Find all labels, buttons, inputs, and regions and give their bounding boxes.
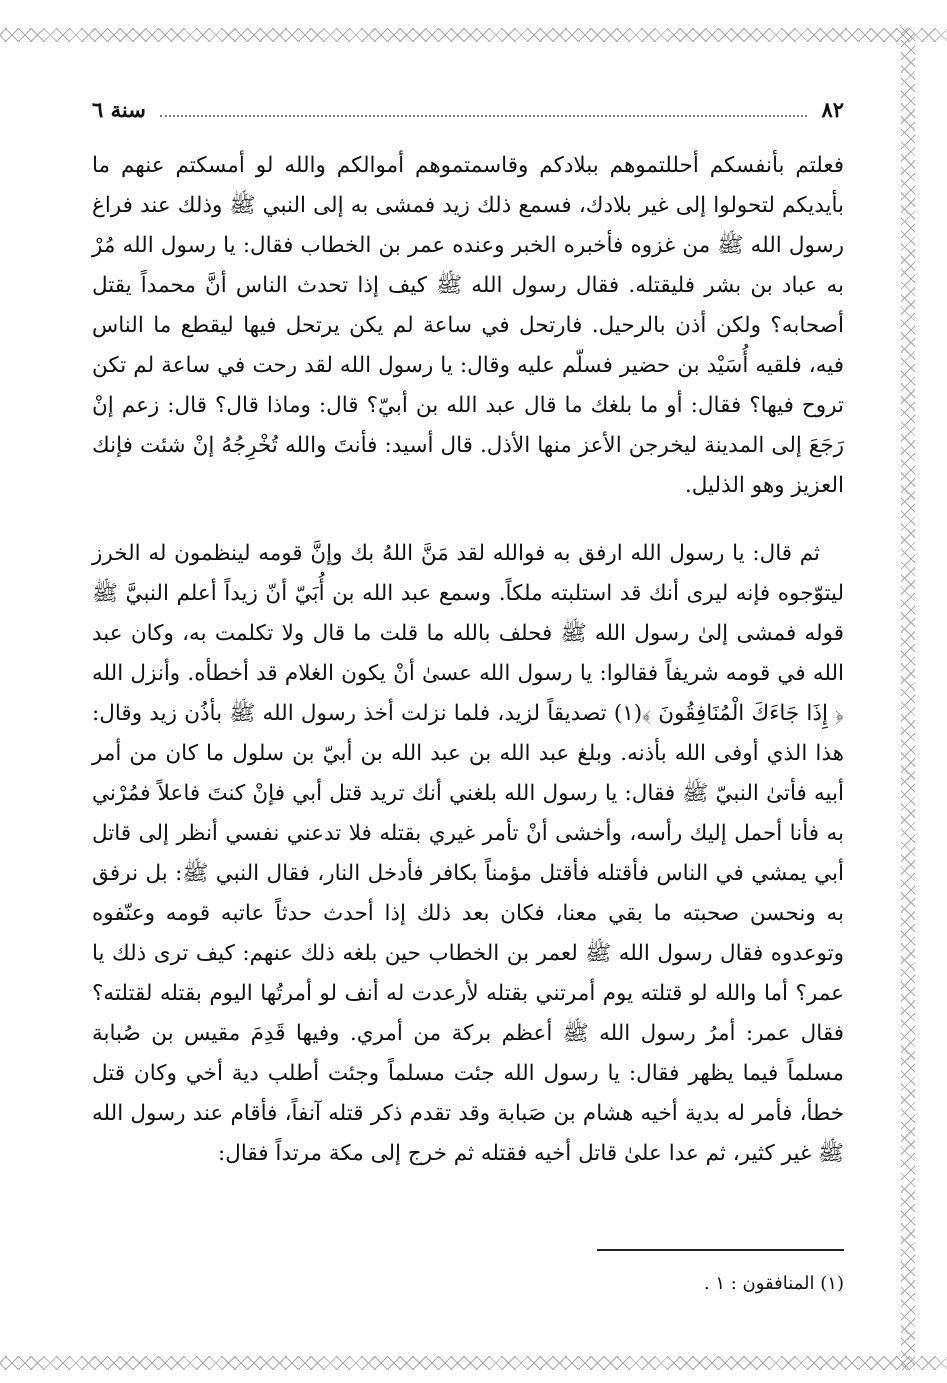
- running-title: سنة ٦: [92, 96, 146, 122]
- ornamental-border-right: [901, 28, 915, 1370]
- footnote: (١) المنافقون : ١ .: [703, 1273, 844, 1294]
- page-header: [92, 92, 844, 126]
- ornamental-border-bottom: [0, 1356, 947, 1370]
- footnote-separator: [597, 1249, 844, 1251]
- body-text: [92, 146, 844, 1174]
- paragraph: فعلتم بأنفسكم أحللتموهم ببلادكم وقاسمتموهم أموالكم والله لو أمسكتم عنهم ما بأيديكم لتحولوا إلى غير بلادك، فسمع ذلك زيد فمشى به إلى النبي ﷺ وذلك عند فراغ رسول الله ﷺ من غزوه فأخبره الخبر وعنده عمر بن الخطاب فقال: يا رسول الله مُرْ به عباد بن بشر فليقتله. فقال رسول الله ﷺ كيف إذا تحدث الناس أنَّ محمداً يقتل أصحابه؟ ولكن أذن بالرحيل. فارتحل في ساعة لم يكن يرتحل فيها ليقطع ما الناس فيه، فلقيه أُسَيْد بن حضير فسلّم عليه وقال: يا رسول الله لقد رحت في ساعة لم تكن تروح فيها؟ فقال: أو ما بلغك ما قال عبد الله بن أبيّ؟ قال: وماذا قال؟ قال: زعم إنْ رَجَعَ إلى المدينة ليخرجن الأعز منها الأذل. قال أسيد: فأنتَ والله تُخْرِجُهُ إنْ شئت فإنك العزيز وهو الذليل.: [92, 153, 844, 498]
- header-dotted-leader: [160, 101, 808, 117]
- paragraph: ثم قال: يا رسول الله ارفق به فوالله لقد مَنَّ اللهُ بك وإنَّ قومه لينظمون له الخرز ليتوّجوه فإنه ليرى أنك قد استلبته ملكاً. وسمع عبد الله بن أُبَيّ أنّ زيداً أعلم النبيَّ ﷺ قوله فمشى إلىٰ رسول الله ﷺ فحلف بالله ما قلت ما قال ولا تكلمت به، وكان عبد الله في قومه شريفاً فقالوا: يا رسول الله عسىٰ أنْ يكون الغلام قد أخطأه. وأنزل الله ﴿ إِذَا جَاءَكَ الْمُنَافِقُونَ ﴾(١) تصديقاً لزيد، فلما نزلت أخذ رسول الله ﷺ بأذُن زيد وقال: هذا الذي أوفى الله بأذنه. وبلغ عبد الله بن عبد الله بن أبيّ بن سلول ما كان من أمر أبيه فأتىٰ النبيّ ﷺ فقال: يا رسول الله بلغني أنك تريد قتل أبي فإنْ كنتَ فاعلاً فمُرْني به فأنا أحمل إليك رأسه، وأخشى أنْ تأمر غيري بقتله فلا تدعني نفسي أنظر إلى قاتل أبي يمشي في الناس فأقتله فأقتل مؤمناً بكافر فأدخل النار، فقال النبي ﷺ: بل نرفق به ونحسن صحبته ما بقي معنا، فكان بعد ذلك إذا أحدث حدثاً عاتبه قومه وعنّفوه وتوعدوه فقال رسول الله ﷺ لعمر بن الخطاب حين بلغه ذلك عنهم: كيف ترى ذلك يا عمر؟ أما والله لو قتلته يوم أمرتني بقتله لأرعدت له أنف لو أمرتُها اليوم بقتله لقتلته؟ فقال عمر: أمرُ رسول الله ﷺ أعظم بركة من أمري. وفيها قَدِمَ مقيس بن صُبابة مسلماً فيما يظهر فقال: يا رسول الله جئت مسلماً وجئت أطلب دية أخي وكان قتل خطأ، فأمر له بدية أخيه هشام بن صَبابة وقد تقدم ذكر قتله آنفاً، فأقام عند رسول الله ﷺ غير كثير، ثم عدا علىٰ قاتل أخيه فقتله ثم خرج إلى مكة مرتداً فقال:: [92, 541, 844, 1166]
- ornamental-border-top: [0, 28, 947, 42]
- page-number: ٨٢: [821, 96, 844, 122]
